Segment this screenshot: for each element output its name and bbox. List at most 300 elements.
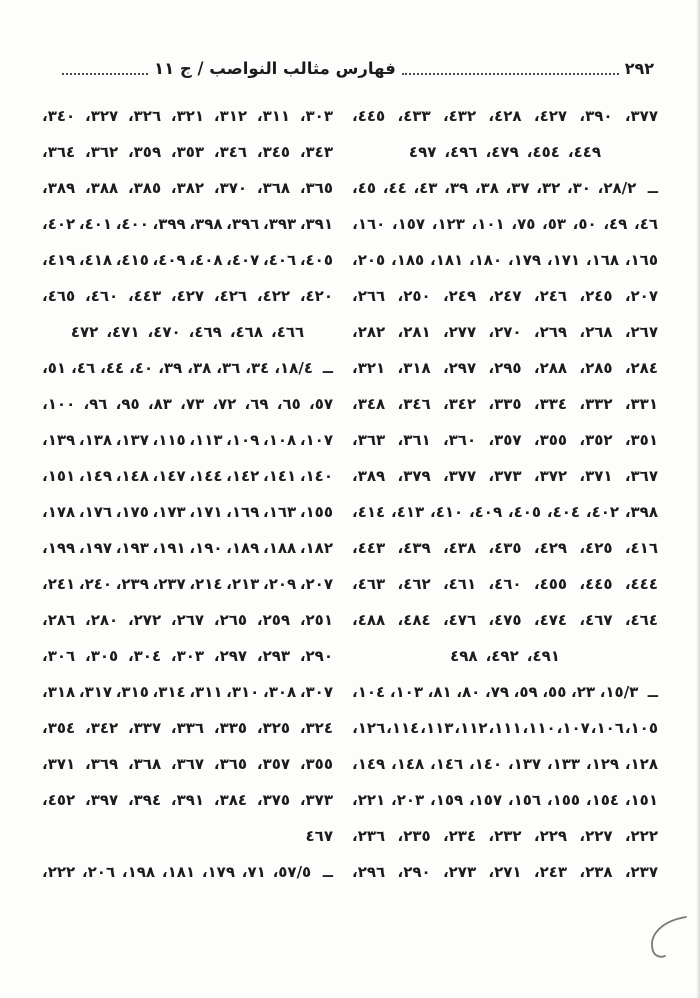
index-line <box>42 638 333 674</box>
page-ref: ٤٨٨، <box>352 611 386 629</box>
page-ref: ٤٠١، <box>78 215 113 233</box>
index-line <box>42 818 333 854</box>
page-ref: ١٠٩، <box>226 431 260 449</box>
page-ref: ١٧١، <box>189 503 223 521</box>
page-ref: ٣٢١، <box>170 107 205 125</box>
page-ref: ٤٧٢ <box>70 323 99 341</box>
page-ref: ١٥/٣، <box>599 683 639 701</box>
page-ref: ٤٤٣، <box>352 539 386 557</box>
page-ref: ١٠٧، <box>556 719 590 737</box>
dotted-leader-end <box>62 73 148 75</box>
page-ref: ١٦٥، <box>624 251 658 269</box>
page-ref: ٤٢٢، <box>256 287 291 305</box>
index-line <box>42 566 333 602</box>
scan-edge-shadow <box>696 0 700 998</box>
page-ref: ٣٦٢، <box>84 143 119 161</box>
page-ref: ٤٧١، <box>106 323 140 341</box>
page-ref: ٣٠٨، <box>263 683 297 701</box>
index-line <box>352 494 658 530</box>
page-ref: ٨١، <box>427 683 452 701</box>
page-ref: ١٢٣، <box>431 215 465 233</box>
page-ref: ٢٣٨، <box>579 863 613 881</box>
page-ref: ٤٤، <box>100 359 125 377</box>
page-ref: ٣٧، <box>505 179 530 197</box>
page-ref: ٤١٠، <box>429 503 464 521</box>
page-ref: ٢٣٤، <box>442 827 477 845</box>
index-line <box>352 854 658 890</box>
page-ref: ٢٢٩، <box>533 827 568 845</box>
page-ref: ٣١١، <box>189 683 223 701</box>
page-ref: ١٩٣، <box>115 539 149 557</box>
page-ref: ٢٧١، <box>488 863 522 881</box>
index-column-first <box>352 98 658 890</box>
index-line <box>42 494 333 530</box>
page-ref: ٤٠٨، <box>189 251 223 269</box>
page-ref: ٢٠٩، <box>263 575 297 593</box>
page-ref: ١٧٩، <box>201 863 235 881</box>
page-ref: ٣٧٧، <box>442 467 477 485</box>
page-ref: ٣٧٣، <box>488 467 522 485</box>
page-ref: ٧٢، <box>212 395 237 413</box>
page-ref: ١٠٠، <box>42 395 76 413</box>
page-ref: ٤١٨، <box>78 251 113 269</box>
page-ref: ٣٨٢، <box>170 179 205 197</box>
page-ref: ٢٣٥، <box>397 827 431 845</box>
page-ref: ٤١٦، <box>624 539 658 557</box>
page-ref: ٣٨، <box>187 359 212 377</box>
page-ref: ٤٧٤، <box>533 611 568 629</box>
index-line <box>352 530 658 566</box>
page-ref: ١٥٧، <box>468 791 503 809</box>
page-ref: ٢١٤، <box>189 575 223 593</box>
page-ref: ٢٩٣، <box>256 647 291 665</box>
page-ref: ٢٢٧، <box>579 827 613 845</box>
page-ref: ٣٥٩، <box>127 143 162 161</box>
page-ref: ٤٠٥، <box>507 503 542 521</box>
page-ref: ٤٣٣، <box>397 107 431 125</box>
page-ref: ٢٤٥، <box>579 287 613 305</box>
page-ref: ١٧٣، <box>152 503 186 521</box>
page-ref: ١٠٧، <box>299 431 333 449</box>
page-ref: ٣١٧، <box>78 683 113 701</box>
corner-flourish-mark <box>640 913 692 961</box>
page-ref: ٣١٨، <box>397 359 431 377</box>
page-ref: ٢٨٦، <box>42 611 76 629</box>
page-ref: ٢٤١، <box>42 575 76 593</box>
page-ref: ٤٦٨، <box>229 323 263 341</box>
index-line <box>42 422 333 458</box>
page-ref: ١٠٣، <box>389 683 423 701</box>
page-ref: ٥١، <box>42 359 67 377</box>
page-ref: ٢٨٤، <box>624 359 658 377</box>
page-ref: ٨٣، <box>147 395 172 413</box>
page-ref: ٣٥٥، <box>299 755 333 773</box>
page-ref: ٥٠، <box>572 215 597 233</box>
page-ref: ١٩٧، <box>78 539 113 557</box>
page-ref: ١٧٩، <box>507 251 542 269</box>
page-ref: ٣٦٥، <box>299 179 333 197</box>
page-ref: ٤٢٧، <box>170 287 205 305</box>
page-ref: ١٤٩، <box>78 467 113 485</box>
page-ref: ٢٢١، <box>352 791 386 809</box>
page-ref: ١٣٣، <box>546 755 581 773</box>
page-ref: ١٨١، <box>429 251 464 269</box>
index-line <box>352 134 658 170</box>
page-ref: ٣٦٧، <box>624 467 658 485</box>
page-ref: ٣٠٣، <box>299 107 333 125</box>
index-line <box>352 638 658 674</box>
page-ref: ٤٢٠، <box>299 287 333 305</box>
page-ref: ٢٨/٢، <box>597 179 637 197</box>
page-ref: ٣٤٨، <box>352 395 386 413</box>
page-ref: ٧١، <box>241 863 266 881</box>
page-ref: ٤٩١، <box>526 647 560 665</box>
page-ref: ٢٨٠، <box>84 611 119 629</box>
page-ref: ١٤٨، <box>115 467 149 485</box>
page-ref: ٣٨، <box>474 179 499 197</box>
page-ref: ٤٦٠، <box>84 287 119 305</box>
page-ref: ٥٣، <box>542 215 567 233</box>
index-line <box>42 674 333 710</box>
index-line <box>42 278 333 314</box>
page-number: ٢٩٢ <box>624 58 654 78</box>
index-line <box>352 206 658 242</box>
page-ref: ١٧٥، <box>115 503 149 521</box>
page-ref: ٢٧٧، <box>442 323 477 341</box>
page-ref: ٢٠٧، <box>299 575 333 593</box>
page-ref: ١٤٢، <box>226 467 260 485</box>
index-line <box>352 710 658 746</box>
entry-dash: ــ <box>647 179 658 197</box>
page-ref: ٤٦، <box>633 215 658 233</box>
page-ref: ٣٩١، <box>170 791 205 809</box>
page-ref: ٤٨٤، <box>397 611 431 629</box>
page-ref: ٣٧١، <box>579 467 613 485</box>
page-ref: ٣٠٤، <box>127 647 162 665</box>
page-ref: ٣٦، <box>216 359 241 377</box>
page-ref: ٤٦٢، <box>397 575 431 593</box>
page-ref: ٢٦٧، <box>170 611 205 629</box>
page-ref: ٤١٥، <box>115 251 149 269</box>
page-ref: ٢٣٧، <box>624 863 658 881</box>
page-ref: ٣٧١، <box>42 755 76 773</box>
page-ref: ٢٣٩، <box>115 575 149 593</box>
page-ref: ٢٤٣، <box>533 863 568 881</box>
page-ref: ١١٣، <box>189 431 223 449</box>
index-column-second <box>42 98 333 890</box>
page-ref: ٢٤٧، <box>488 287 522 305</box>
page-ref: ٤٥٤، <box>526 143 560 161</box>
page-ref: ١٨٩، <box>226 539 260 557</box>
page-ref: ٢٥٩، <box>256 611 291 629</box>
page-ref: ٣٨٨، <box>84 179 119 197</box>
index-line <box>352 566 658 602</box>
page-ref: ١٤٩، <box>352 755 386 773</box>
page-ref: ١٤٦، <box>429 755 464 773</box>
page-ref: ٤٦٩، <box>188 323 222 341</box>
page-ref: ٢٠٣، <box>391 791 425 809</box>
page-ref: ٢٣٢، <box>488 827 522 845</box>
page-ref: ١٧١، <box>546 251 581 269</box>
index-line <box>42 602 333 638</box>
page-ref: ٤٧٦، <box>442 611 477 629</box>
page-ref: ٤٧٥، <box>488 611 522 629</box>
index-line <box>42 350 333 386</box>
page-ref: ٣٤٢، <box>84 719 119 737</box>
index-line <box>42 782 333 818</box>
page-ref: ٤٣، <box>413 179 438 197</box>
index-line <box>42 242 333 278</box>
page-ref: ٢٧٣، <box>442 863 477 881</box>
page-ref: ٢٣، <box>571 683 596 701</box>
page-ref: ٤١٩، <box>42 251 76 269</box>
page-ref: ٣٩٨، <box>189 215 223 233</box>
page-ref: ٤٤٣، <box>127 287 162 305</box>
page-ref: ٦٩، <box>244 395 269 413</box>
index-line <box>352 386 658 422</box>
entry-dash: ــ <box>647 683 658 701</box>
index-line <box>352 170 658 206</box>
page-ref: ٣٢٦، <box>127 107 162 125</box>
page-ref: ١٣٧، <box>115 431 149 449</box>
page-ref: ٤٧٠، <box>147 323 181 341</box>
page-ref: ٦٥، <box>276 395 301 413</box>
page-ref: ٢٨٨، <box>533 359 568 377</box>
page-ref: ١٥٦، <box>507 791 542 809</box>
page-ref: ١٢٨، <box>624 755 658 773</box>
page-ref: ٣٩٩، <box>152 215 186 233</box>
page-ref: ٣٢، <box>536 179 561 197</box>
page-ref: ١٣٨، <box>78 431 113 449</box>
page-ref: ٤٤٥، <box>352 107 386 125</box>
page-ref: ١٦٠، <box>352 215 386 233</box>
page-ref: ٣٠٣، <box>170 647 205 665</box>
page-ref: ٣٨٥، <box>127 179 162 197</box>
page-ref: ١٨٢، <box>299 539 333 557</box>
page-ref: ٧٥، <box>511 215 536 233</box>
page-ref: ١٩٩، <box>42 539 76 557</box>
page-ref: ٣٩٣، <box>263 215 297 233</box>
page-ref: ٤٦١، <box>442 575 477 593</box>
page-ref: ١٥٤، <box>585 791 620 809</box>
page-ref: ٣٦٩، <box>84 755 119 773</box>
page-ref: ٤٢٧، <box>533 107 568 125</box>
index-line <box>352 746 658 782</box>
page-ref: ٣٦٨، <box>256 179 291 197</box>
page-ref: ٣٩، <box>444 179 469 197</box>
index-line <box>352 602 658 638</box>
page-ref: ٣١٥، <box>115 683 149 701</box>
page-ref: ٤٤٤، <box>624 575 658 593</box>
page-ref: ١٨٨، <box>263 539 297 557</box>
page-ref: ١٣٧، <box>507 755 542 773</box>
page-ref: ٢٦٧، <box>624 323 658 341</box>
page-ref: ١٨١، <box>161 863 196 881</box>
page-ref: ٣٤٠، <box>42 107 76 125</box>
page-ref: ٥٥، <box>542 683 567 701</box>
page-ref: ٤٣٢، <box>442 107 477 125</box>
page-ref: ٤٣٨، <box>442 539 477 557</box>
page-ref: ١١٤، <box>386 719 420 737</box>
page-ref: ٧٣، <box>180 395 205 413</box>
page-ref: ٣٢١، <box>352 359 386 377</box>
entry-dash: ــ <box>322 863 333 881</box>
page-ref: ٣٣٤، <box>533 395 568 413</box>
page-ref: ٥٧/٥، <box>272 863 312 881</box>
page-ref: ٤١٣، <box>391 503 425 521</box>
page-ref: ٢٩٧، <box>442 359 477 377</box>
page-ref: ٢٤٩، <box>442 287 477 305</box>
page-ref: ١١٠، <box>522 719 556 737</box>
page-ref: ٣١١، <box>256 107 291 125</box>
page-ref: ٤٥، <box>352 179 377 197</box>
page-ref: ١٤٧، <box>152 467 186 485</box>
page-ref: ٣٧٢، <box>533 467 568 485</box>
page-ref: ٢٢٢، <box>42 863 76 881</box>
page-ref: ١٩٠، <box>189 539 223 557</box>
page-ref: ٣٦٥، <box>213 755 248 773</box>
page-ref: ٣٦٤، <box>42 143 76 161</box>
page-ref: ١٤١، <box>263 467 297 485</box>
page-ref: ٣٤٥، <box>256 143 291 161</box>
page-ref: ٣٦٧، <box>170 755 205 773</box>
page-ref: ١١١، <box>488 719 522 737</box>
page-ref: ٥٧، <box>308 395 333 413</box>
page-ref: ٣٣٧، <box>127 719 162 737</box>
page-ref: ٤٩، <box>603 215 628 233</box>
page-ref: ٤٦٤، <box>624 611 658 629</box>
page-ref: ٧٩، <box>485 683 510 701</box>
page-ref: ١٠٥، <box>624 719 658 737</box>
page-ref: ١٤٠، <box>468 755 503 773</box>
page-ref: ٤٠٩، <box>152 251 186 269</box>
running-title: فهارس مثالب النواصب / ج ١١ <box>154 58 396 78</box>
page-header <box>56 50 654 86</box>
page-ref: ٤٠٢، <box>42 215 76 233</box>
page-ref: ١٥٩، <box>429 791 464 809</box>
page-ref: ٢٩٠، <box>299 647 333 665</box>
index-line <box>352 818 658 854</box>
index-line <box>352 98 658 134</box>
page-ref: ٢٩٥، <box>488 359 522 377</box>
page-ref: ٤٦٧ <box>305 827 333 845</box>
page-ref: ٤١٤، <box>352 503 386 521</box>
page-ref: ٣٤٣، <box>299 143 333 161</box>
page-ref: ١١٢، <box>454 719 488 737</box>
page-ref: ٢٦٨، <box>579 323 613 341</box>
page-ref: ٣١٤، <box>152 683 186 701</box>
page-ref: ٤٩٢، <box>485 647 519 665</box>
page-ref: ٢١٣، <box>226 575 260 593</box>
index-line <box>42 530 333 566</box>
page-ref: ١٠٦، <box>590 719 624 737</box>
page-ref: ٣٠٧، <box>299 683 333 701</box>
page-ref: ٢٥٠، <box>397 287 431 305</box>
page-ref: ٤٢٨، <box>488 107 522 125</box>
page-ref: ٢٨٥، <box>579 359 613 377</box>
page-ref: ٣٢٥، <box>256 719 291 737</box>
index-line <box>352 458 658 494</box>
page-ref: ١١٣، <box>420 719 454 737</box>
page-ref: ٤٠، <box>129 359 154 377</box>
index-line <box>42 206 333 242</box>
page-ref: ٤٥٥، <box>533 575 568 593</box>
page-ref: ٤٠٦، <box>263 251 297 269</box>
page-ref: ٢٤٠، <box>78 575 113 593</box>
page-ref: ١٢٩، <box>585 755 620 773</box>
page-ref: ٤٦٥، <box>42 287 76 305</box>
page-ref: ٤٦٧، <box>579 611 613 629</box>
page-ref: ١٥٧، <box>391 215 426 233</box>
page-ref: ٣٥٢، <box>579 431 613 449</box>
page-ref: ٣٣٥، <box>488 395 522 413</box>
page-ref: ٣٤٦، <box>213 143 248 161</box>
page-ref: ٢٦٥، <box>213 611 248 629</box>
page-ref: ١٨/٤، <box>274 359 313 377</box>
page-ref: ٤٠٢، <box>585 503 620 521</box>
page-ref: ٣٧٠، <box>213 179 248 197</box>
page-ref: ١٠١، <box>471 215 505 233</box>
index-line <box>42 854 333 890</box>
page-ref: ١٨٥، <box>391 251 425 269</box>
page-ref: ٣٥٧، <box>488 431 522 449</box>
page-ref: ١٦٣، <box>263 503 297 521</box>
page-ref: ١٥٥، <box>299 503 333 521</box>
page-ref: ٤٤٩، <box>567 143 602 161</box>
index-line <box>42 710 333 746</box>
page-ref: ٣٤٦، <box>397 395 431 413</box>
page-ref: ٣١٢، <box>213 107 248 125</box>
page-ref: ٢٨١، <box>397 323 431 341</box>
page-ref: ٤٠٩، <box>468 503 503 521</box>
page-ref: ٣٩٤، <box>127 791 162 809</box>
page-ref: ٤٠٠، <box>115 215 149 233</box>
page-ref: ١٢٦، <box>352 719 386 737</box>
index-line <box>352 242 658 278</box>
dotted-leader <box>402 73 619 75</box>
index-line <box>352 782 658 818</box>
page-ref: ٣٨٤، <box>213 791 248 809</box>
index-line <box>42 458 333 494</box>
page-ref: ٩٥، <box>115 395 140 413</box>
page-ref: ٣٤، <box>245 359 270 377</box>
page-ref: ٢٦٦، <box>352 287 386 305</box>
page-ref: ٣١٠، <box>226 683 260 701</box>
page-ref: ٢٨٢، <box>352 323 386 341</box>
page-ref: ١٧٦، <box>78 503 113 521</box>
page-ref: ٢٢٢، <box>624 827 658 845</box>
index-line <box>352 422 658 458</box>
index-line <box>352 350 658 386</box>
entry-dash: ــ <box>322 359 333 377</box>
index-line <box>42 170 333 206</box>
page-ref: ٣٨٩، <box>352 467 386 485</box>
page-ref: ٤٩٦، <box>444 143 478 161</box>
index-line <box>352 674 658 710</box>
page-ref: ٤٩٧ <box>408 143 437 161</box>
page-ref: ٤٠٥، <box>299 251 333 269</box>
page-ref: ٣٦٨، <box>127 755 162 773</box>
page-ref: ٤٢٦، <box>213 287 248 305</box>
page-ref: ٤٣٥، <box>488 539 522 557</box>
page-ref: ٥٩، <box>513 683 538 701</box>
page-ref: ٢٩٠، <box>397 863 431 881</box>
page-ref: ٩٦، <box>83 395 108 413</box>
page-ref: ٣٧٣، <box>299 791 333 809</box>
page-ref: ١٧٨، <box>42 503 76 521</box>
page-ref: ٢٠٦، <box>81 863 116 881</box>
page-ref: ٤٤٥، <box>579 575 613 593</box>
